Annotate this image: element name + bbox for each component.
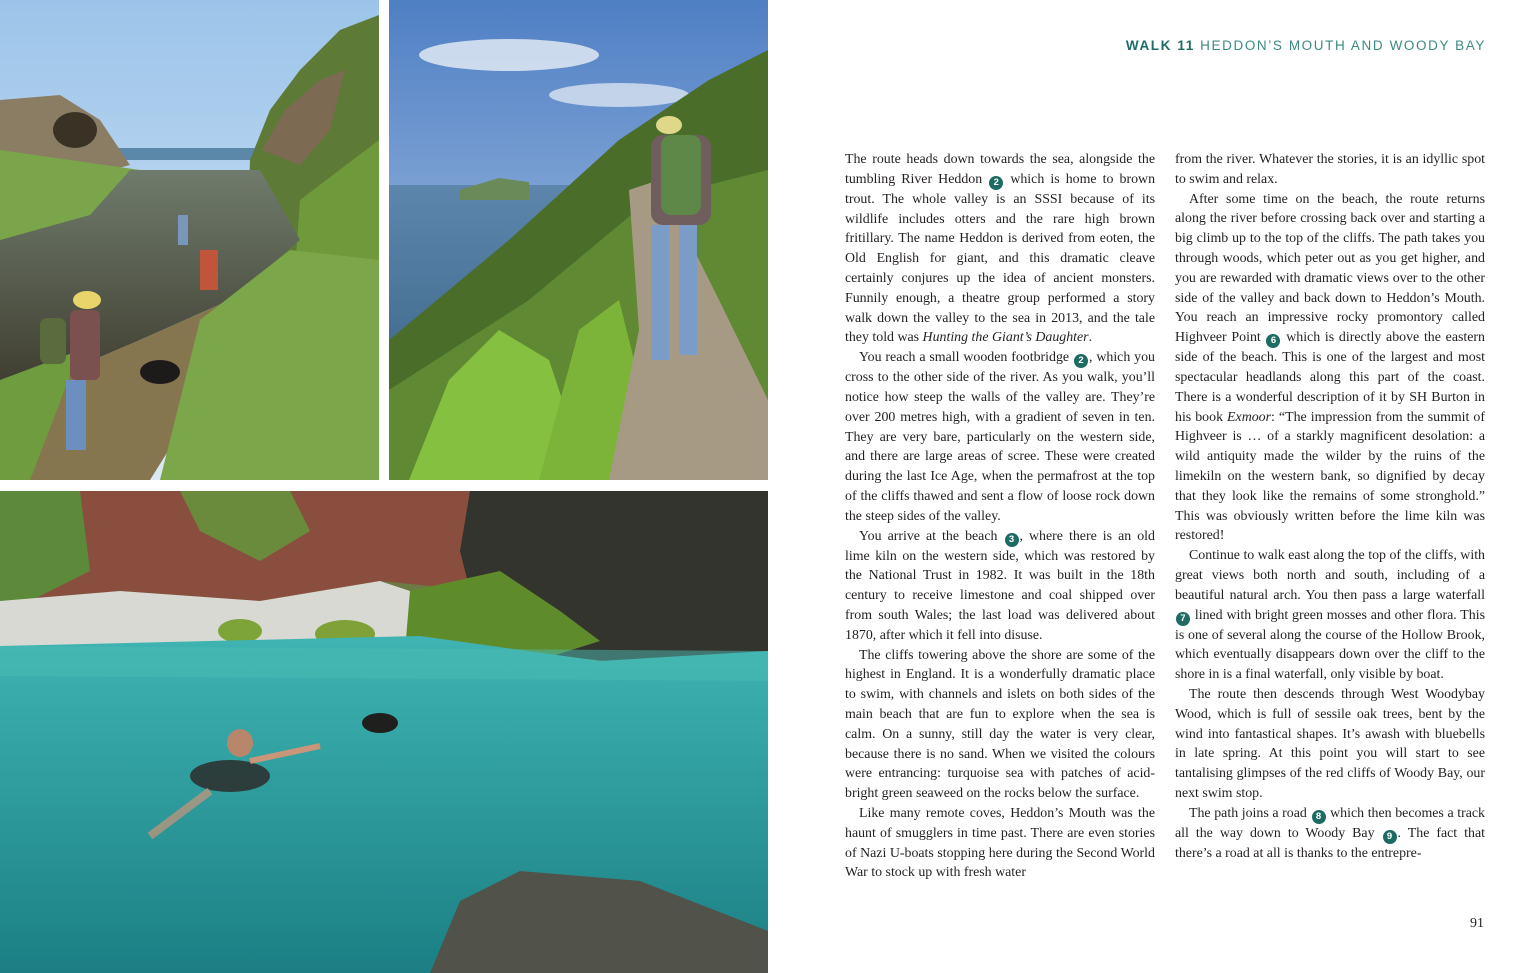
river-gorge-photo bbox=[0, 0, 379, 480]
route-marker: 3 bbox=[1005, 533, 1019, 547]
paragraph: The route then descends through West Woodybay Wood, which is full of sessile oak trees, bent by the wind into fantastical shapes. It’s awash with bluebells in late spring. At this point you will start to see tantalising glimpses of the red cliffs of Woody Bay, our next swim stop. bbox=[1175, 686, 1485, 801]
paragraph: The route heads down towards the sea, alongside the tumbling River Heddon 2 which is home to brown trout. The whole valley is an SSSI because of its wildlife includes otters and the rare high brown fritillary. The name Heddon is derived from eoten, the Old English for giant, and this dramatic cleave certainly conjures up the idea of ancient monsters. Funnily enough, a theatre group performed a story walk down the valley to the sea in 2013, and the tale they told was Hunting the Giant’s Daughter. bbox=[845, 152, 1156, 346]
story-title: Hunting the Giant’s Daughter bbox=[922, 330, 1089, 346]
paragraph: You reach a small wooden footbridge 2 , which you cross to the other side of the river. As you walk, you’ll notice how steep the walls of the valley are. They’re over 200 metres high, with a gradient of seven in ten. They are very bare, particularly on the western side, and there are large areas of scree. These were created during the last Ice Age, when the permafrost at the top of the cliffs thawed and sent a flow of loose rock down the steep sides of the valley. bbox=[845, 350, 1155, 524]
swimming-photo bbox=[0, 491, 768, 973]
paragraph: You arrive at the beach 3 , where there is an old lime kiln on the western side, which was restored by the National Trust in 1982. It was built in the 18th century to receive limestone and coal shipped over from south Wales; the last load was delivered about 1870, after which it fell into disuse. bbox=[845, 528, 1155, 643]
text-column-left bbox=[845, 150, 1155, 883]
route-marker: 2 bbox=[989, 176, 1003, 190]
paragraph: The cliffs towering above the shore are some of the highest in England. It is a wonderfully dramatic place to swim, with channels and islets on both sides of the main beach that are fun to explore when the sea is calm. On a sunny, still day the water is very clear, because there is no sand. When we visited the colours were entrancing: turquoise sea with patches of acid-bright green seaweed on the rocks below the surface. bbox=[845, 647, 1155, 802]
paragraph: from the river. Whatever the stories, it is an idyllic spot to swim and relax. bbox=[1175, 152, 1485, 187]
walk-title: HEDDON’S MOUTH AND WOODY BAY bbox=[1200, 38, 1486, 53]
route-marker: 2 bbox=[1074, 354, 1088, 368]
book-title: Exmoor bbox=[1227, 409, 1272, 425]
route-marker: 7 bbox=[1176, 612, 1190, 626]
route-marker: 6 bbox=[1266, 334, 1280, 348]
route-marker: 8 bbox=[1312, 810, 1326, 824]
route-marker: 9 bbox=[1383, 830, 1397, 844]
running-header bbox=[1126, 38, 1486, 53]
page-number: 91 bbox=[1470, 916, 1484, 931]
paragraph: After some time on the beach, the route returns along the river before crossing back over and starting a big climb up to the top of the cliffs. The path takes you through woods, which peter out as you get higher, and you are rewarded with dramatic views over to the other side of the valley and back down to Heddon’s Mouth. You reach an impressive rocky promontory called Highveer Point 6 which is directly above the eastern side of the beach. This is one of the largest and most spectacular headlands along this part of the coast. There is a wonderful description of it by SH Burton in his book Exmoor: “The impression from the summit of Highveer is … of a starkly magnificent desolation: a wild antiquity made the wilder by the ruins of the limekiln on the western bank, so dignified by decay that they look like the remains of some stronghold.” This was obviously written before the lime kiln was restored! bbox=[1175, 191, 1485, 544]
cliff-path-photo bbox=[389, 0, 768, 480]
text-column-right bbox=[1175, 150, 1485, 864]
paragraph: The path joins a road 8 which then becomes a track all the way down to Woody Bay 9 . The fact that there’s a road at all is thanks to the entrepre- bbox=[1175, 805, 1485, 861]
paragraph: Like many remote coves, Heddon’s Mouth was the haunt of smugglers in time past. There are even stories of Nazi U-boats stopping here during the Second World War to stock up with fresh water bbox=[845, 805, 1155, 881]
paragraph: Continue to walk east along the top of the cliffs, with great views both north and south, including of a beautiful natural arch. You then pass a large waterfall 7 lined with bright green mosses and other flora. This is one of several along the course of the Hollow Brook, which eventually disappears down over the cliff to the shore in is a final waterfall, only visible by boat. bbox=[1175, 548, 1485, 683]
walk-number: WALK 11 bbox=[1125, 38, 1195, 53]
